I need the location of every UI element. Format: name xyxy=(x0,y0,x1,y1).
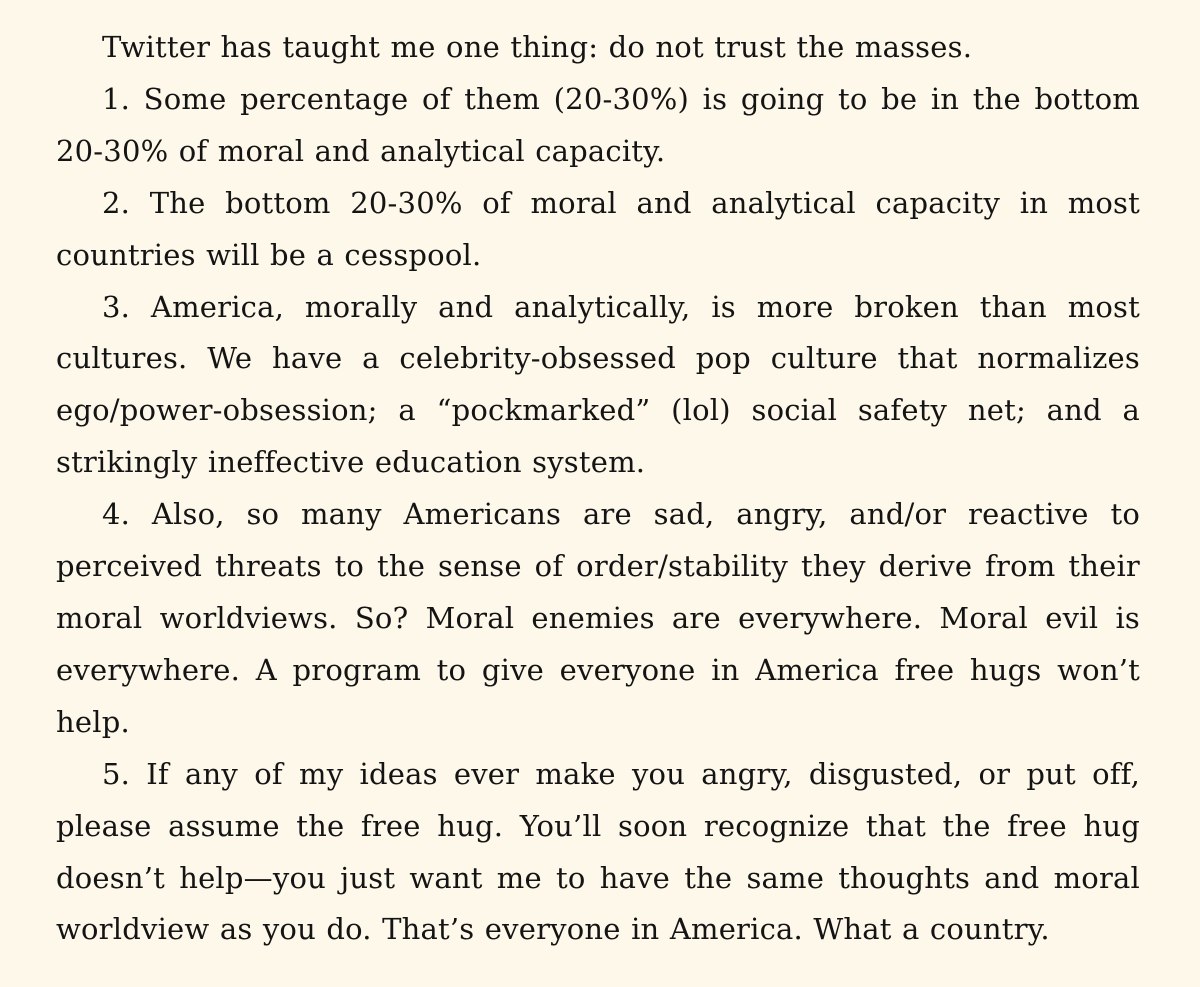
point-4-paragraph: 4. Also, so many Americans are sad, angry, and/or reactive to perceived threats to the sense of order/stability they derive from their moral worldviews. So? Moral enemies are everywhere. Moral evil is everywhere. A program to give everyone in America free hugs won’t help. xyxy=(56,497,1140,739)
point-3-paragraph: 3. America, morally and analytically, is more broken than most cultures. We have a celebrity-obsessed pop culture that normalizes ego/power-obsession; a “pockmarked” (lol) social safety net; and a strikingly ineffective education system. xyxy=(56,289,1140,480)
intro-paragraph: Twitter has taught me one thing: do not trust the masses. xyxy=(102,30,973,64)
point-1-paragraph: 1. Some percentage of them (20-30%) is going to be in the bottom 20-30% of moral and analytical capacity. xyxy=(56,81,1140,168)
point-5-paragraph: 5. If any of my ideas ever make you angry, disgusted, or put off, please assume the free hug. You’ll soon recognize that the free hug doesn’t help—you just want me to have the same thoughts and moral worldview as you do. That’s everyone in America. What a country. xyxy=(56,756,1140,947)
point-2-paragraph: 2. The bottom 20-30% of moral and analytical capacity in most countries will be a cesspool. xyxy=(56,185,1140,272)
